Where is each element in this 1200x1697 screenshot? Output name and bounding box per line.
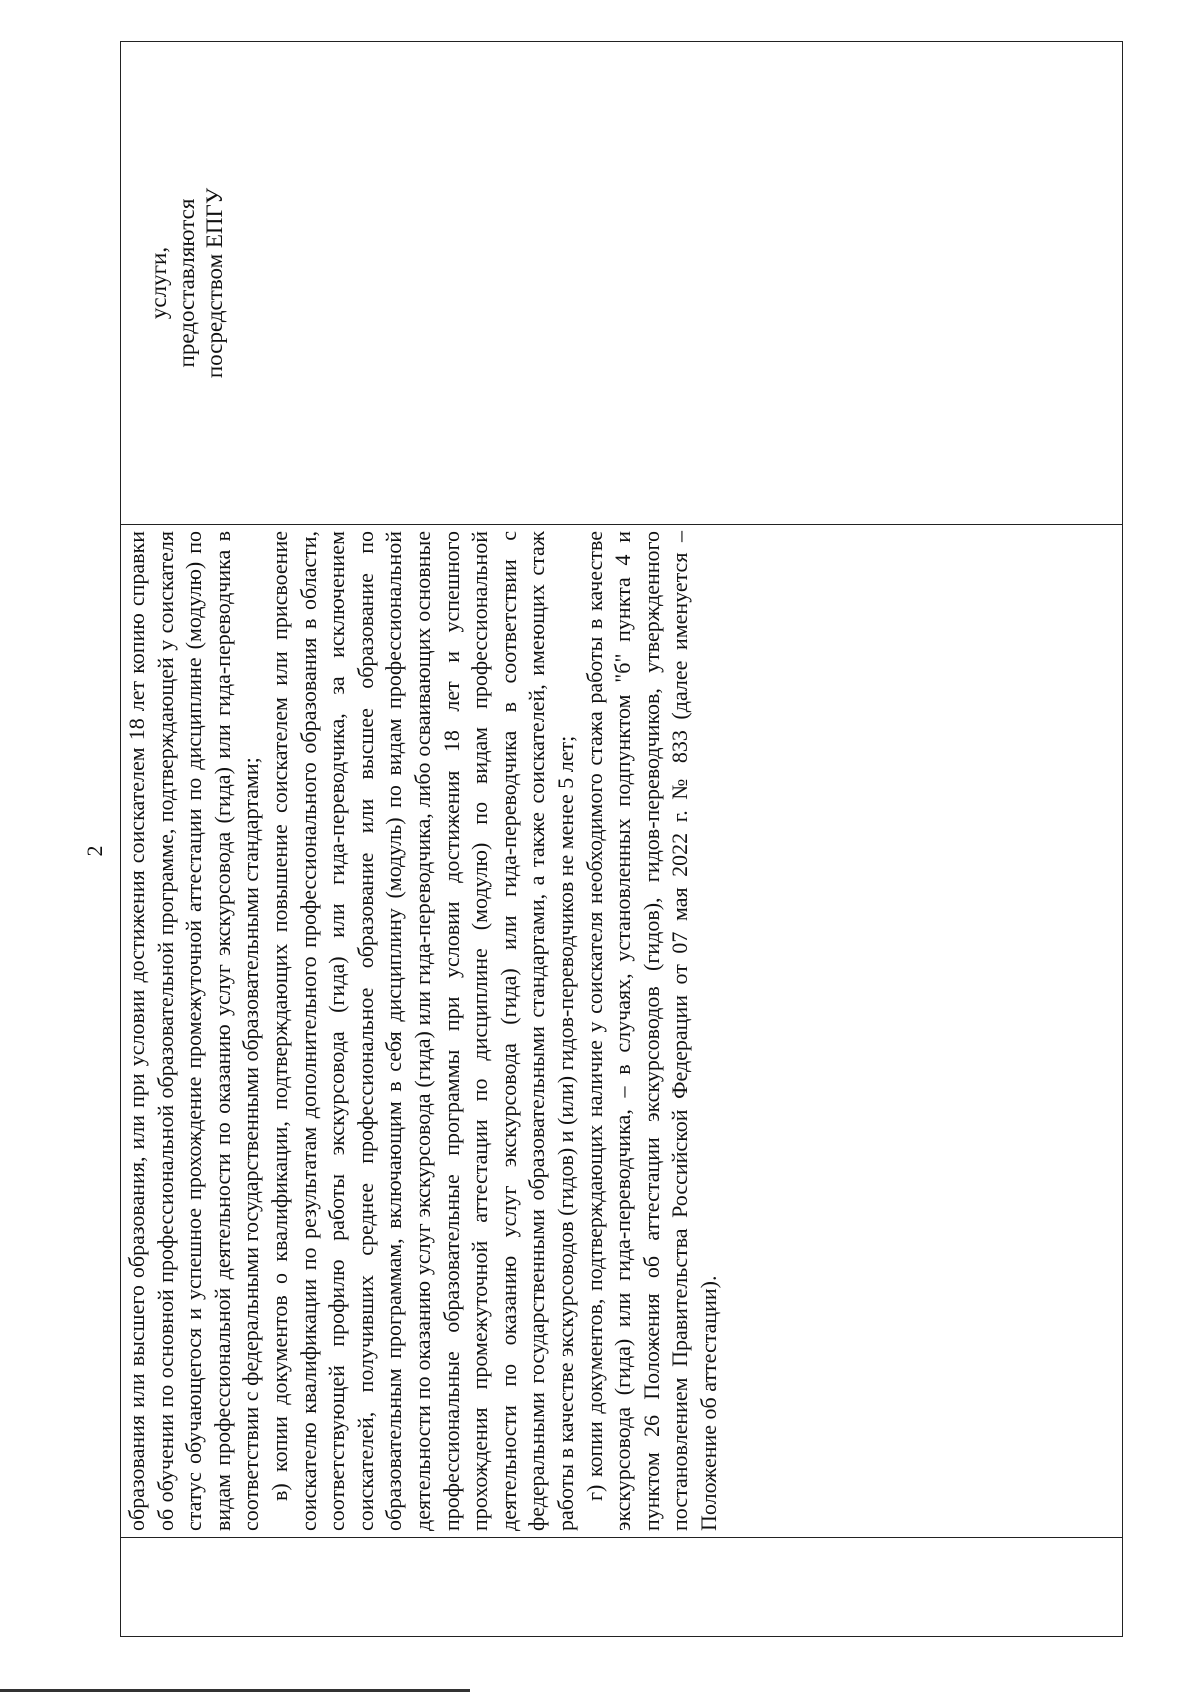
documents-list-text bbox=[121, 525, 723, 1537]
paragraph-item-v: в) копии документов о квалификации, подтверждающих повышение соискателем или присвоение соискателю квалификации по результатам дополнительного профессионального образования в области, соответствующей профилю работы экскурсовода (гида) или гида-переводчика, за исключением соискателей, получивших среднее профессиональное образование или высшее образование по образовательным программам, включающим в себя дисциплину (модуль) по видам профессиональной деятельности по оказанию услуг экскурсовода (гида) или гида-переводчика, либо осваивающих основные профессиональные образовательные программы при условии достижения 18 лет и успешного прохождения промежуточной аттестации по дисциплине (модулю) по видам профессиональной деятельности по оказанию услуг экскурсовода (гида) или гида-переводчика в соответствии с федеральными государственными образовательными стандартами, а также соискателей, имеющих стаж работы в качестве экскурсоводов (гидов) и (или) гидов-переводчиков не менее 5 лет; bbox=[266, 531, 578, 1531]
rotated-document-sheet bbox=[120, 45, 1123, 1637]
paragraph-item-g: г) копии документов, подтверждающих наличие у соискателя необходимого стажа работы в качестве экскурсовода (гида) или гида-переводчика, – в случаях, установленных подпунктом "б" пункта 4 и пунктом 26 Положения об аттестации экскурсоводов (гидов), гидов-переводчиков, утвержденного постановлением Правительства Российской Федерации от 07 мая 2022 г. № 833 (далее именуется – Положение об аттестации). bbox=[581, 531, 721, 1531]
page-number: 2 bbox=[82, 845, 107, 857]
right-note-line: услуги, bbox=[146, 246, 171, 320]
right-note-line: посредством ЕПГУ bbox=[202, 187, 227, 379]
table-rotator bbox=[120, 45, 1123, 1637]
table-cell-left-empty bbox=[121, 1538, 1123, 1637]
paragraph-continuation: образования или высшего образования, или при условии достижения соискателем 18 лет копию справки об обучении по основной профессиональной образовательной программе, подтверждающей у соискателя статус обучающегося и успешное прохождение промежуточной аттестации по дисциплине (модулю) по видам профессиональной деятельности по оказанию услуг экскурсовода (гида) или гида-переводчика в соответствии с федеральными государственными образовательными стандартами; bbox=[124, 531, 264, 1531]
table-cell-documents-list bbox=[121, 525, 1123, 1538]
table-row bbox=[121, 42, 1123, 1637]
right-note-line: предоставляются bbox=[174, 198, 199, 368]
scan-edge-line bbox=[0, 1689, 470, 1692]
right-note-text bbox=[121, 42, 229, 524]
table-cell-right-note bbox=[121, 42, 1123, 525]
document-table bbox=[120, 41, 1123, 1637]
